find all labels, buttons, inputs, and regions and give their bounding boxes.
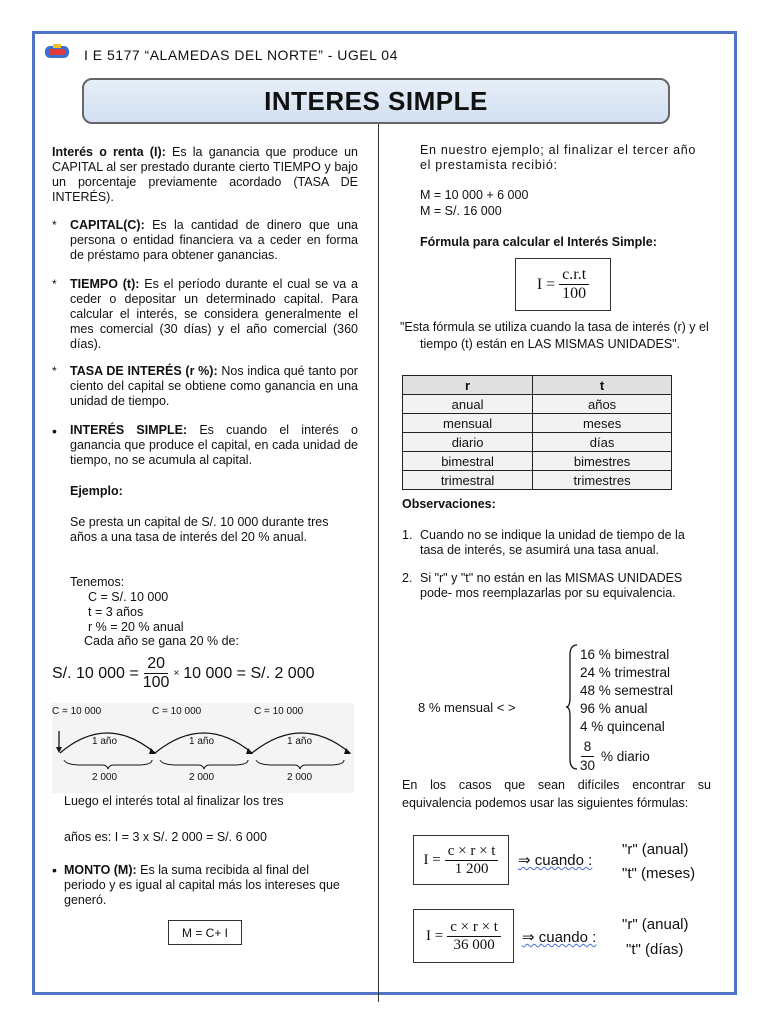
intro-text: Es la ganancia que produce un CAPITAL al ser prestado durante cierto TIEMPO y bajo un porcentaje previamente acordado (TASA DE INTERÉS). [52,145,358,204]
table-cell: trimestres [533,471,672,490]
obs-number-1: 1. [402,528,413,542]
equiv-item: 96 % anual [580,701,648,716]
table-cell: anual [403,395,533,414]
tasa-definition [70,364,358,409]
timeline-gain-2: 2 000 [189,772,215,783]
table-header-r: r [403,376,533,395]
f2-den: 36 000 [453,936,495,953]
f1-lhs: I = [423,851,441,868]
table-row [403,414,672,433]
obs-text-1: Cuando no se indique la unidad de tiempo de la tasa de interés, se asumirá una tasa anual. [420,528,685,557]
table-row [403,433,672,452]
table-cell: bimestres [533,452,672,471]
capital-definition [70,218,358,263]
curly-brace-icon [565,643,579,771]
tiempo-definition [70,277,358,352]
m-line-1: M = 10 000 + 6 000 [420,188,529,202]
monto-definition [64,863,354,908]
timeline-year-2: 1 año [189,736,215,747]
equiv-item: 4 % quincenal [580,719,665,734]
intro-term: Interés o renta (I): [52,145,166,159]
table-cell: meses [533,414,672,433]
equiv-num: 8 [581,738,595,757]
units-table [402,375,672,490]
timeline-c-2: C = 10 000 [152,706,202,717]
page-title: INTERES SIMPLE [264,86,488,116]
f1-cuando [518,851,592,869]
f2-cuando [522,928,596,946]
bullet-dot: • [52,423,57,439]
casos-text: En los casos que sean difíciles encontrar su equivalencia podemos usar las siguientes fórmulas: [402,778,711,810]
f2-fraction [447,919,501,954]
m-line-2: M = S/. 16 000 [420,204,502,218]
f2-condition-r: "r" (anual) [622,916,689,933]
timeline-gain-3: 2 000 [287,772,313,783]
brace-1 [64,760,152,769]
nuestro-ejemplo: En nuestro ejemplo; al finalizar el tercer año el prestamista recibió: [420,143,697,172]
timeline-c-3: C = 10 000 [254,706,304,717]
ejemplo-label: Ejemplo: [70,484,123,498]
intro-definition [52,145,358,205]
tiempo-text: Es el período durante el cual se va a ceder o depositar un determinado capital. Para calcular el interés, se considera generalmente el mes comercial (30 días) y el año comercial (360 días). [70,277,359,351]
f1-num: c × r × t [445,843,499,861]
tiempo-term: TIEMPO (t): [70,277,140,291]
capital-text: Es la cantidad de dinero que una persona o entidad financiera va a ceder en forma de préstamo para obtener ganancias. [70,218,358,262]
main-formula-box [515,258,611,311]
capital-term: CAPITAL(C): [70,218,145,232]
given-capital: C = S/. 10 000 [88,590,169,604]
f1-condition-t: "t" (meses) [622,865,696,882]
tasa-term: TASA DE INTERÉS (r %): [70,364,218,378]
table-row [403,471,672,490]
tasa-text: Nos indica qué tanto por ciento del capital se obtiene como ganancia en una unidad de tiempo. [70,364,358,408]
f1-cuando-text: ⇒ cuando : [518,852,593,869]
calc-num: 20 [144,655,168,674]
timeline-year-1: 1 año [92,736,118,747]
timeline-c-1: C = 10 000 [52,706,102,717]
formula-num: c.r.t [559,266,589,285]
calc-den: 100 [142,674,170,691]
formula-den: 100 [562,285,587,302]
f2-condition-t: "t" (días) [626,941,684,958]
table-cell: años [533,395,672,414]
monto-term: MONTO (M): [64,863,137,877]
tenemos-label: Tenemos: [70,575,125,589]
table-cell: bimestral [403,452,533,471]
f1-den: 1 200 [454,860,489,877]
bullet-star: * [52,364,57,378]
table-cell: trimestral [403,471,533,490]
given-time: t = 3 años [88,605,144,619]
total-interest: años es: I = 3 x S/. 2 000 = S/. 6 000 [64,830,267,844]
formula-lhs: I = [536,275,556,293]
timeline-diagram [52,703,354,793]
equiv-item: 24 % trimestral [580,665,671,680]
table-cell: mensual [403,414,533,433]
timeline-gain-1: 2 000 [92,772,118,783]
table-cell: diario [403,433,533,452]
calc-fraction [143,655,170,692]
f2-cuando-text: ⇒ cuando : [522,929,597,946]
timeline-year-3: 1 año [287,736,313,747]
luego-text: Luego el interés total al finalizar los tres [64,794,284,808]
brace-3 [256,760,344,769]
calc-times: × [173,668,180,679]
example-calculation [52,655,315,692]
bullet-star: * [52,277,57,291]
simple-definition [70,423,358,468]
obs-number-2: 2. [402,571,413,585]
brace-2 [160,760,248,769]
formula-dias-box [413,909,514,963]
monto-formula-box: M = C+ I [168,920,242,945]
f1-condition-r: "r" (anual) [622,841,689,858]
calc-right: 10 000 = S/. 2 000 [183,664,315,682]
given-rate: r % = 20 % anual [88,620,184,634]
table-header-t: t [533,376,672,395]
equiv-den: 30 [580,758,596,773]
monto-text: Es la suma recibida al final del periodo y es igual al capital más los intereses que generó. [64,863,340,907]
simple-text: Es cuando el interés o ganancia que produce el capital, en cada unidad de tiempo, no se acumula al capital. [70,423,358,467]
bullet-star: * [52,218,57,232]
table-row [403,452,672,471]
equiv-item: 48 % semestral [580,683,674,698]
f1-fraction [445,843,499,878]
school-logo-icon [44,43,70,61]
table-cell: días [533,433,672,452]
equiv-item-diario [580,738,673,775]
bullet-dot: • [52,862,57,878]
equiv-item: 16 % bimestral [580,647,670,662]
calc-left: S/. 10 000 = [52,664,139,682]
formula-fraction [559,266,589,303]
ejemplo-text: Se presta un capital de S/. 10 000 durante tres años a una tasa de interés del 20 % anual. [70,515,329,544]
f2-num: c × r × t [447,919,501,937]
column-divider [378,122,379,1002]
formula-meses-box [413,835,509,885]
simple-term: INTERÉS SIMPLE: [70,423,188,437]
formula-title: Fórmula para calcular el Interés Simple: [420,235,657,249]
equiv-list [580,646,673,775]
equiv-lhs: 8 % mensual < > [418,700,516,715]
obs-text-2: Si "r" y "t" no están en las MISMAS UNIDADES pode- mos reemplazarlas por su equivalencia. [420,571,683,600]
school-name: I E 5177 “ALAMEDAS DEL NORTE” - UGEL 04 [84,47,398,63]
cada-anio: Cada año se gana 20 % de: [84,634,239,648]
observaciones-title: Observaciones: [402,497,496,511]
equiv-fraction [580,738,595,775]
table-header-row [403,376,672,395]
f2-lhs: I = [426,927,444,944]
equiv-diario-text: % diario [601,748,650,764]
formula-note: "Esta fórmula se utiliza cuando la tasa de interés (r) y el tiempo (t) están en LAS MISMAS UNIDADES". [400,320,709,351]
table-row [403,395,672,414]
